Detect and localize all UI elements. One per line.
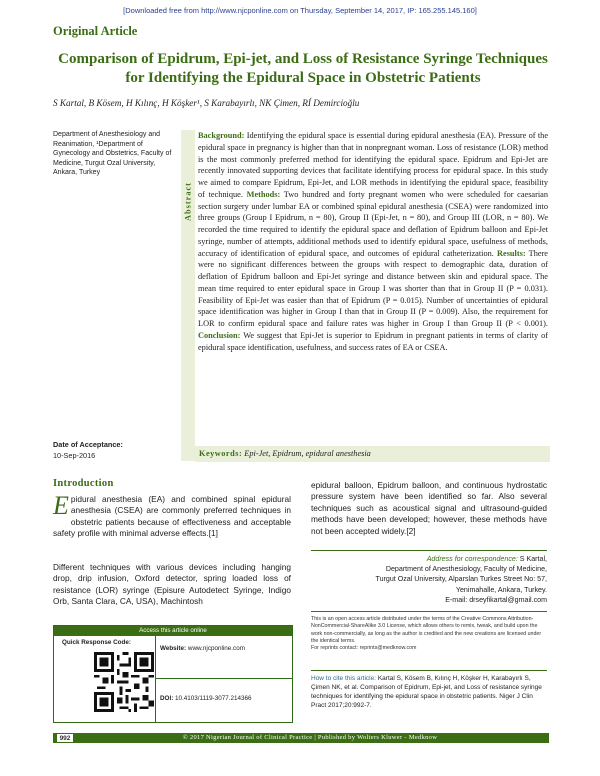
author-list: S Kartal, B Kösem, H Kılınç, H Köşker¹, S Karabayırlı, NK Çimen, RÍ Demircioğlu xyxy=(53,98,360,108)
doi-value[interactable]: 10.4103/1119-3077.214366 xyxy=(175,695,252,702)
citation-block xyxy=(311,670,547,719)
affiliation: Department of Anesthesiology and Reanimation, ¹Department of Gynecology and Obstetrics, Faculty of Medicine, Turgut Ozal University, Ankara, Turkey xyxy=(53,131,172,177)
methods-label: Methods: xyxy=(246,189,281,199)
keywords xyxy=(199,449,371,458)
website-line xyxy=(160,645,245,652)
correspondence-line-3: Yenimahalle, Ankara, Turkey. xyxy=(455,585,547,594)
website-link[interactable]: www.njcponline.com xyxy=(187,645,245,652)
license-notice: This is an open access article distributed under the terms of the Creative Commons Attribution-NonCommercial-ShareAlike 3.0 License, which allows others to remix, tweak, and build upon the work non-commercially, as long as the author is credited and the new creations are licensed under the identical terms. xyxy=(311,611,547,646)
correspondence-email[interactable]: E-mail: drseyfikartal@gmail.com xyxy=(445,595,547,604)
citation-label: How to cite this article: xyxy=(311,675,377,682)
results-text: There were no significant differences between the groups with respect to demographic data, duration of deflation of Epidrum balloon and Epi-Jet syringe and distance between skin and epidural space. The mean time required to enter epidural space in Group I was shorter than that in Group II (P = 0.031). Feasibility of Epi-Jet was easier than that of Epidrum (P = 0.015). Number of uncertainties of epidural space identification was higher in Group I than that in Group II (P = 0.009). Also, the requirement for LOR to confirm epidural space and failure rates was higher in Group I than Group II (P < 0.001). xyxy=(198,248,548,328)
conclusion-label: Conclusion: xyxy=(198,330,241,340)
article-title: Comparison of Epidrum, Epi-jet, and Loss of Resistance Syringe Techniques for Identifying the Epidural Space in Obstetric Patients xyxy=(58,51,548,86)
introduction-heading: Introduction xyxy=(53,478,114,489)
page-number: 992 xyxy=(56,733,74,743)
reprints-notice: For reprints contact: reprints@medknow.com xyxy=(311,645,417,651)
conclusion-text: We suggest that Epi-Jet is superior to Epidrum in pregnant patients in terms of clarity of epidural space identification, usefulness, and success rates of EA or CSEA. xyxy=(198,330,548,352)
download-notice: [Downloaded free from http://www.njcponline.com on Thursday, September 14, 2017, IP: 165.255.145.160] xyxy=(123,6,477,15)
correspondence-label: Address for correspondence: xyxy=(426,555,518,563)
date-of-acceptance-label: Date of Acceptance: xyxy=(53,440,123,449)
keywords-text: Epi-Jet, Epidrum, epidural anesthesia xyxy=(244,449,371,458)
website-label: Website: xyxy=(160,645,187,652)
correspondence-line-2: Turgut Ozal University, Alparslan Turkes Street No: 57, xyxy=(375,575,547,584)
results-label: Results: xyxy=(497,248,526,258)
access-box-divider-vertical xyxy=(155,636,156,722)
correspondence-line-1: Department of Anesthesiology, Faculty of Medicine, xyxy=(385,565,547,574)
methods-text: Two hundred and forty pregnant women who were scheduled for caesarian section surgery under lumbar EA or combined spinal epidural anesthesia (CSEA) were randomized into three groups (Group I Epidrum, n = 80), Group II (Epi-Jet, n = 80), and Group III (LOR, n = 80). We recorded the time required to identify the epidural space and deflation of Epidrum balloon and Epi-Jet syringe, number of attempts, additional methods used to identify epidural space, usefulness of methods, accuracy of identification of epidural space, and outcomes of epidural catheterization. xyxy=(198,189,549,258)
access-online-box xyxy=(53,625,293,723)
background-label: Background: xyxy=(198,131,245,140)
date-of-acceptance: 10-Sep-2016 xyxy=(53,451,96,460)
doi-line xyxy=(160,695,252,702)
article-type-label: Original Article xyxy=(53,24,138,38)
introduction-text-1: pidural anesthesia (EA) and combined spinal epidural anesthesia (CSEA) are commonly preferred techniques in obstetric patients because of effectiveness and acceptable safety profile with minimal adverse effects.[1] xyxy=(53,494,291,539)
abstract-side-text: Abstract xyxy=(183,182,193,221)
introduction-paragraph-3: epidural balloon, Epidrum balloon, and continuous hydrostatic pressure system have been identified so far. Also several techniques such as acoustical signal and ultrasound-guided methods have been developed; however, these methods have not been accepted widely.[2] xyxy=(311,480,547,536)
introduction-paragraph-1 xyxy=(53,491,291,540)
correspondence-block xyxy=(311,550,547,605)
keywords-label: Keywords: xyxy=(199,449,243,458)
introduction-paragraph-2: Different techniques with various devices including hanging drop, drip infusion, Oxford detector, spring loaded loss of resistance (LOR) syringe (Episure Autodetect Syringe, Indigo Orb, Santa Clara, CA, USA), Machintosh xyxy=(53,562,291,607)
doi-label: DOI: xyxy=(160,695,174,702)
footer-copyright: © 2017 Nigerian Journal of Clinical Practice | Published by Wolters Kluwer - Medknow xyxy=(182,734,438,741)
drop-cap: E xyxy=(53,491,69,520)
qr-code-label: Quick Response Code: xyxy=(62,639,131,646)
abstract-side-label xyxy=(177,175,199,235)
citation-text: Kartal S, Kösem B, Kılınç H, Köşker H, Karabayırlı S, Çimen NK, et al. Comparison of Epidrum, Epi-jet, and Loss of resistance syringe techniques for identifying the epidural space in obstetric patients. Niger J Clin Pract 2017;20:992-7. xyxy=(311,675,542,709)
qr-code-icon[interactable] xyxy=(94,652,154,712)
access-online-header: Access this article online xyxy=(54,626,292,636)
correspondence-name: S Kartal, xyxy=(519,555,547,563)
access-box-divider-horizontal xyxy=(155,678,292,679)
background-text: Identifying the epidural space is essential during epidural anesthesia (EA). Pressure of the epidural space in pregnancy is higher than that in nonpregnant woman. Loss of resistance (LOR) method is the most commonly preferred method for identifying the epidural space. Epidrum and Epi-Jet are recently innovated supporting devices that facilitate identifying process for epidural space. In this study we aimed to compare Epidrum, Epi-Jet, and LOR methods in identifying the epidural space, feasibility of technique. xyxy=(198,131,548,199)
abstract-body xyxy=(198,130,548,353)
